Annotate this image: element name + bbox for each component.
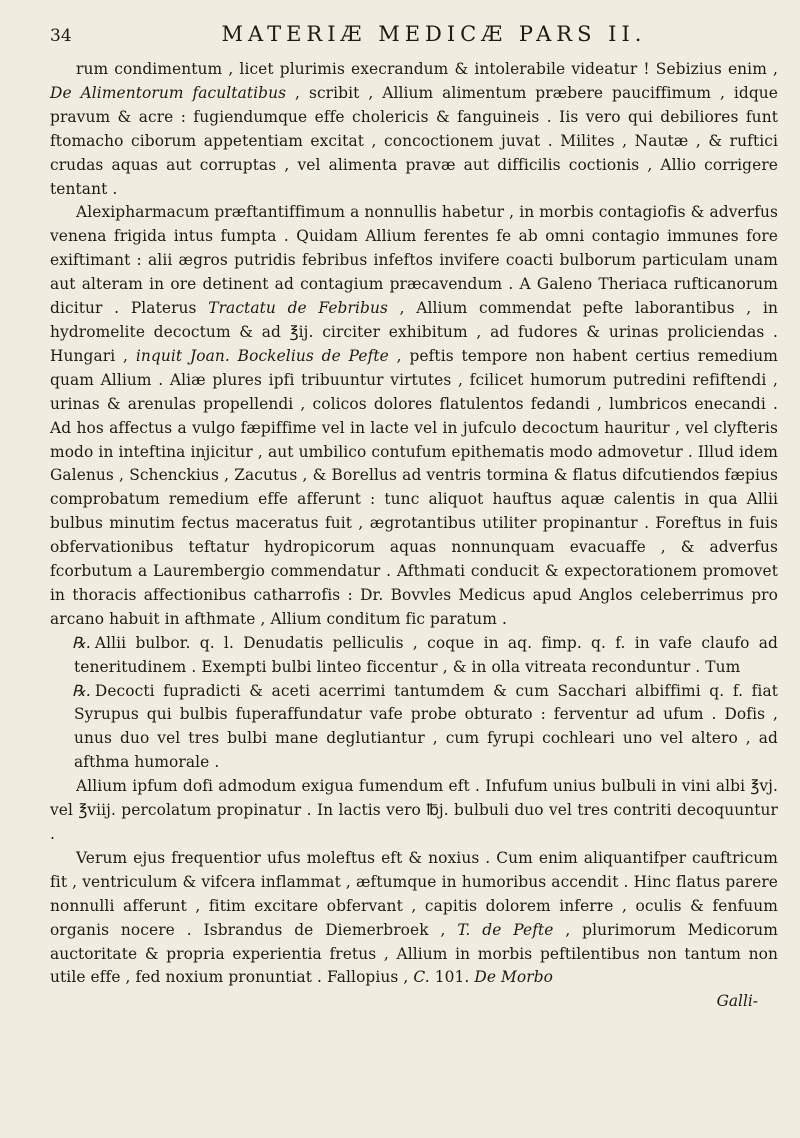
catchword: Galli- bbox=[716, 992, 758, 1011]
text-run: , Allium commendat pefte laborantibus , in hydromelite decoctum & ad ℥ij. circiter exhibitum , ad fudores & urinas proliciendas . Hungari , bbox=[50, 299, 778, 365]
text-run: Alexipharmacum præftantiffimum a nonnullis habetur , in morbis contagiofis & adverfus venena frigida intus fumpta . Quidam Allium ferentes fe ab omni contagio immunes fore exiftimant : alii ægros putridis febribus infeftos invifere coacti bulborum particulam unam aut alteram in ore detinent ad contagium præcavendum . A Galeno Theriaca rufticanorum dicitur . Platerus bbox=[50, 203, 778, 318]
text-run: 101. bbox=[429, 968, 475, 987]
text-run: , plurimorum Medicorum auctoritate & propria experientia fretus , Allium in morbis peftilentibus non tantum non utile effe , fed noxium pronuntiat . Fallopius , bbox=[50, 920, 778, 987]
italic-text: inquit Joan. Bockelius de Pefte bbox=[135, 346, 389, 365]
italic-text: De Morbo bbox=[474, 968, 554, 987]
text-run: , peftis tempore non habent certius remedium quam Allium . Aliæ plures ipfi tribuuntur virtutes , fcilicet humorum putredini refiftendi , urinas & arenulas propellendi , colicos dolores flatulentos fedandi , lumbricos enecandi . Ad hos affectus a vulgo fæpiffime vel in lacte vel in jufculo decoctum hauritur , vel clyfteris modo in inteftina injicitur , aut umbilico contufum epithematis modo admovetur . Illud idem Galenus , Schenckius , Zacutus , & Borellus ad ventris tormina & flatus difcutiendos fæpius comprobatum remedium effe afferunt : tunc aliquot hauftus aquæ calentis in qua Allii bulbus minutim fectus maceratus fuit , ægrotantibus utiliter propinantur . Foreftus in fuis obfervationibus teftatur hydropicorum aquas nonnunquam evacuaffe , & adverfus fcorbutum a Laurembergio commendatur . Afthmati conducit & expectorationem promovet in thoracis affectionibus catharrofis : Dr. Bovvles Medicus apud Anglos celeberrimus pro arcano habuit in afthmate , Allium conditum fic paratum . bbox=[50, 346, 778, 628]
text-run: Decocti fupradicti & aceti acerrimi tantumdem & cum Sacchari albiffimi q. f. fiat Syrupus qui bulbis fuperaffundatur vafe probe obturato : ferventur ad ufum . Dofis , unus duo vel tres bulbi mane deglutiantur , cum fyrupi cochleari uno vel altero , ad afthma humorale . bbox=[74, 681, 778, 772]
text-run: Allium ipfum dofi admodum exigua fumendum eft . Infufum unius bulbuli in vini albi ℥vj. vel ℥viij. percolatum propinatur . In lactis vero ℔j. bulbuli duo vel tres contriti decoquuntur . bbox=[50, 777, 778, 843]
page-header bbox=[50, 22, 778, 58]
paragraph bbox=[50, 58, 778, 201]
recipe-paragraph bbox=[50, 680, 778, 776]
recipe-paragraph bbox=[50, 632, 778, 680]
text-run: , scribit , Allium alimentum præbere pauciffimum , idque pravum & acre : fugiendumque effe cholericis & fanguineis . Iis vero qui debiliores funt ftomacho ciborum appetentiam excitat , concoctionem juvat . Milites , Nautæ , & ruftici crudas aquas aut corruptas , vel alimenta pravæ aut difficilis coctionis , Allio corrigere tentant . bbox=[50, 83, 778, 198]
paragraph bbox=[50, 201, 778, 631]
italic-text: T. de Pefte bbox=[457, 920, 554, 939]
italic-text: Tractatu de Febribus bbox=[208, 299, 388, 318]
italic-text: C. bbox=[413, 968, 430, 987]
text-run: Verum ejus frequentior ufus moleftus eft & noxius . Cum enim aliquantifper cauftricum fit , ventriculum & vifcera inflammat , æftumque in humoribus accendit . Hinc flatus parere nonnulli afferunt , fitim excitare obfervant , capitis dolorem inferre , oculis & fenfuum organis nocere . Isbrandus de Diemerbroek , bbox=[50, 848, 778, 939]
text-run: rum condimentum , licet plurimis execrandum & intolerabile videatur ! Sebizius enim , bbox=[76, 60, 778, 78]
running-head: MATERIÆ MEDICÆ PARS II. bbox=[221, 22, 647, 46]
document-page bbox=[50, 22, 778, 1122]
recipe-symbol: ℞. bbox=[72, 681, 91, 700]
recipe-symbol: ℞. bbox=[72, 633, 91, 652]
paragraph bbox=[50, 775, 778, 847]
paragraph bbox=[50, 847, 778, 990]
italic-text: De Alimentorum facultatibus bbox=[50, 83, 287, 102]
page-number: 34 bbox=[50, 26, 72, 46]
body-text bbox=[50, 58, 778, 990]
text-run: Allii bulbor. q. l. Denudatis pelliculis , coque in aq. fimp. q. f. in vafe claufo ad teneritudinem . Exempti bulbi linteo ficcentur , & in olla vitreata reconduntur . Tum bbox=[74, 633, 778, 676]
